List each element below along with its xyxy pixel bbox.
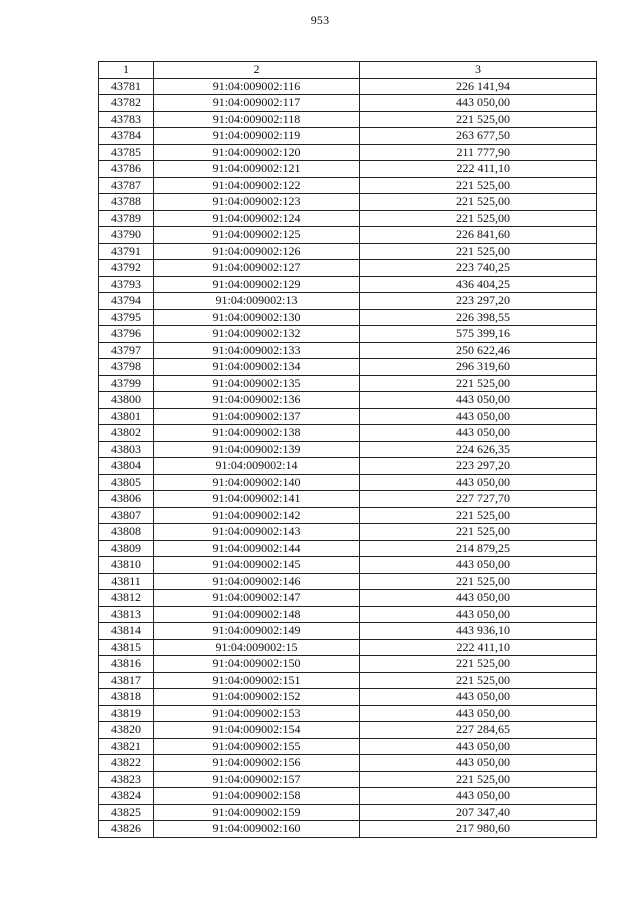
row-number-cell: 43792 <box>99 260 154 277</box>
value-cell: 443 050,00 <box>360 557 597 574</box>
value-cell: 221 525,00 <box>360 524 597 541</box>
table-row <box>99 128 597 145</box>
value-cell: 443 050,00 <box>360 95 597 112</box>
row-number-cell: 43789 <box>99 210 154 227</box>
table-row <box>99 722 597 739</box>
cadastral-number-cell: 91:04:009002:134 <box>154 359 360 376</box>
row-number-cell: 43802 <box>99 425 154 442</box>
row-number-cell: 43813 <box>99 606 154 623</box>
table-row <box>99 194 597 211</box>
cadastral-number-cell: 91:04:009002:14 <box>154 458 360 475</box>
table-row <box>99 458 597 475</box>
value-cell: 227 727,70 <box>360 491 597 508</box>
cadastral-number-cell: 91:04:009002:141 <box>154 491 360 508</box>
table-row <box>99 771 597 788</box>
value-cell: 221 525,00 <box>360 507 597 524</box>
table-row <box>99 111 597 128</box>
cadastral-number-cell: 91:04:009002:120 <box>154 144 360 161</box>
value-cell: 250 622,46 <box>360 342 597 359</box>
row-number-cell: 43796 <box>99 326 154 343</box>
cadastral-number-cell: 91:04:009002:121 <box>154 161 360 178</box>
table-row <box>99 210 597 227</box>
value-cell: 221 525,00 <box>360 672 597 689</box>
cadastral-number-cell: 91:04:009002:13 <box>154 293 360 310</box>
row-number-cell: 43801 <box>99 408 154 425</box>
row-number-cell: 43784 <box>99 128 154 145</box>
cadastral-number-cell: 91:04:009002:159 <box>154 804 360 821</box>
cadastral-number-cell: 91:04:009002:116 <box>154 78 360 95</box>
table-row <box>99 408 597 425</box>
row-number-cell: 43790 <box>99 227 154 244</box>
value-cell: 211 777,90 <box>360 144 597 161</box>
cadastral-number-cell: 91:04:009002:137 <box>154 408 360 425</box>
row-number-cell: 43786 <box>99 161 154 178</box>
table-row <box>99 144 597 161</box>
column-header-value: 3 <box>360 62 597 79</box>
value-cell: 221 525,00 <box>360 656 597 673</box>
cadastral-number-cell: 91:04:009002:160 <box>154 821 360 838</box>
table-row <box>99 540 597 557</box>
row-number-cell: 43785 <box>99 144 154 161</box>
table-row <box>99 491 597 508</box>
row-number-cell: 43807 <box>99 507 154 524</box>
row-number-cell: 43817 <box>99 672 154 689</box>
cadastral-number-cell: 91:04:009002:152 <box>154 689 360 706</box>
row-number-cell: 43782 <box>99 95 154 112</box>
cadastral-number-cell: 91:04:009002:117 <box>154 95 360 112</box>
cadastral-number-cell: 91:04:009002:147 <box>154 590 360 607</box>
table-row <box>99 573 597 590</box>
row-number-cell: 43826 <box>99 821 154 838</box>
value-cell: 443 050,00 <box>360 705 597 722</box>
value-cell: 443 050,00 <box>360 408 597 425</box>
table-row <box>99 639 597 656</box>
cadastral-number-cell: 91:04:009002:136 <box>154 392 360 409</box>
table-row <box>99 821 597 838</box>
table-row <box>99 95 597 112</box>
cadastral-number-cell: 91:04:009002:133 <box>154 342 360 359</box>
row-number-cell: 43823 <box>99 771 154 788</box>
value-cell: 443 050,00 <box>360 689 597 706</box>
cadastral-number-cell: 91:04:009002:122 <box>154 177 360 194</box>
row-number-cell: 43806 <box>99 491 154 508</box>
value-cell: 214 879,25 <box>360 540 597 557</box>
cadastral-number-cell: 91:04:009002:142 <box>154 507 360 524</box>
table-row <box>99 260 597 277</box>
row-number-cell: 43816 <box>99 656 154 673</box>
row-number-cell: 43822 <box>99 755 154 772</box>
cadastral-number-cell: 91:04:009002:124 <box>154 210 360 227</box>
table-row <box>99 590 597 607</box>
table-row <box>99 375 597 392</box>
table-row <box>99 606 597 623</box>
table-row <box>99 276 597 293</box>
cadastral-number-cell: 91:04:009002:150 <box>154 656 360 673</box>
header-row <box>99 62 597 79</box>
cadastral-number-cell: 91:04:009002:148 <box>154 606 360 623</box>
cadastral-number-cell: 91:04:009002:140 <box>154 474 360 491</box>
table-row <box>99 359 597 376</box>
value-cell: 443 050,00 <box>360 788 597 805</box>
table-row <box>99 227 597 244</box>
value-cell: 222 411,10 <box>360 161 597 178</box>
row-number-cell: 43787 <box>99 177 154 194</box>
table-row <box>99 755 597 772</box>
row-number-cell: 43810 <box>99 557 154 574</box>
cadastral-number-cell: 91:04:009002:118 <box>154 111 360 128</box>
row-number-cell: 43797 <box>99 342 154 359</box>
value-cell: 223 297,20 <box>360 458 597 475</box>
cadastral-number-cell: 91:04:009002:126 <box>154 243 360 260</box>
value-cell: 436 404,25 <box>360 276 597 293</box>
value-cell: 443 050,00 <box>360 590 597 607</box>
value-cell: 221 525,00 <box>360 194 597 211</box>
value-cell: 443 936,10 <box>360 623 597 640</box>
cadastral-number-cell: 91:04:009002:155 <box>154 738 360 755</box>
cadastral-number-cell: 91:04:009002:135 <box>154 375 360 392</box>
row-number-cell: 43815 <box>99 639 154 656</box>
cadastral-number-cell: 91:04:009002:139 <box>154 441 360 458</box>
value-cell: 575 399,16 <box>360 326 597 343</box>
page-number: 953 <box>310 13 330 27</box>
cadastral-number-cell: 91:04:009002:125 <box>154 227 360 244</box>
table-row <box>99 78 597 95</box>
row-number-cell: 43811 <box>99 573 154 590</box>
cadastral-number-cell: 91:04:009002:143 <box>154 524 360 541</box>
value-cell: 227 284,65 <box>360 722 597 739</box>
cadastral-number-cell: 91:04:009002:144 <box>154 540 360 557</box>
table-row <box>99 738 597 755</box>
table-row <box>99 689 597 706</box>
table-row <box>99 804 597 821</box>
row-number-cell: 43821 <box>99 738 154 755</box>
value-cell: 443 050,00 <box>360 738 597 755</box>
table-row <box>99 524 597 541</box>
table-row <box>99 705 597 722</box>
cadastral-number-cell: 91:04:009002:149 <box>154 623 360 640</box>
row-number-cell: 43809 <box>99 540 154 557</box>
table-row <box>99 243 597 260</box>
table-row <box>99 177 597 194</box>
row-number-cell: 43781 <box>99 78 154 95</box>
value-cell: 263 677,50 <box>360 128 597 145</box>
value-cell: 296 319,60 <box>360 359 597 376</box>
cadastral-number-cell: 91:04:009002:156 <box>154 755 360 772</box>
table-row <box>99 326 597 343</box>
row-number-cell: 43800 <box>99 392 154 409</box>
cadastral-number-cell: 91:04:009002:154 <box>154 722 360 739</box>
cadastral-number-cell: 91:04:009002:157 <box>154 771 360 788</box>
value-cell: 226 141,94 <box>360 78 597 95</box>
table-row <box>99 441 597 458</box>
row-number-cell: 43805 <box>99 474 154 491</box>
row-number-cell: 43825 <box>99 804 154 821</box>
table-row <box>99 557 597 574</box>
table-header <box>99 62 597 79</box>
value-cell: 221 525,00 <box>360 210 597 227</box>
row-number-cell: 43819 <box>99 705 154 722</box>
value-cell: 443 050,00 <box>360 425 597 442</box>
cadastral-number-cell: 91:04:009002:123 <box>154 194 360 211</box>
table-row <box>99 623 597 640</box>
value-cell: 221 525,00 <box>360 243 597 260</box>
value-cell: 224 626,35 <box>360 441 597 458</box>
row-number-cell: 43820 <box>99 722 154 739</box>
value-cell: 207 347,40 <box>360 804 597 821</box>
value-cell: 222 411,10 <box>360 639 597 656</box>
row-number-cell: 43812 <box>99 590 154 607</box>
value-cell: 221 525,00 <box>360 375 597 392</box>
table-body <box>99 78 597 837</box>
cadastral-number-cell: 91:04:009002:132 <box>154 326 360 343</box>
registry-table <box>98 61 597 838</box>
table-row <box>99 293 597 310</box>
table-row <box>99 309 597 326</box>
value-cell: 221 525,00 <box>360 111 597 128</box>
value-cell: 221 525,00 <box>360 177 597 194</box>
cadastral-number-cell: 91:04:009002:119 <box>154 128 360 145</box>
value-cell: 443 050,00 <box>360 474 597 491</box>
cadastral-number-cell: 91:04:009002:151 <box>154 672 360 689</box>
cadastral-number-cell: 91:04:009002:129 <box>154 276 360 293</box>
cadastral-number-cell: 91:04:009002:158 <box>154 788 360 805</box>
value-cell: 217 980,60 <box>360 821 597 838</box>
cadastral-number-cell: 91:04:009002:146 <box>154 573 360 590</box>
row-number-cell: 43793 <box>99 276 154 293</box>
value-cell: 223 297,20 <box>360 293 597 310</box>
table-row <box>99 507 597 524</box>
table-row <box>99 342 597 359</box>
table-row <box>99 474 597 491</box>
row-number-cell: 43783 <box>99 111 154 128</box>
value-cell: 443 050,00 <box>360 606 597 623</box>
row-number-cell: 43824 <box>99 788 154 805</box>
table-row <box>99 161 597 178</box>
column-header-cadastral: 2 <box>154 62 360 79</box>
cadastral-number-cell: 91:04:009002:138 <box>154 425 360 442</box>
value-cell: 226 841,60 <box>360 227 597 244</box>
cadastral-number-cell: 91:04:009002:145 <box>154 557 360 574</box>
value-cell: 223 740,25 <box>360 260 597 277</box>
row-number-cell: 43788 <box>99 194 154 211</box>
row-number-cell: 43799 <box>99 375 154 392</box>
cadastral-number-cell: 91:04:009002:153 <box>154 705 360 722</box>
row-number-cell: 43791 <box>99 243 154 260</box>
table-row <box>99 425 597 442</box>
value-cell: 221 525,00 <box>360 771 597 788</box>
value-cell: 221 525,00 <box>360 573 597 590</box>
row-number-cell: 43803 <box>99 441 154 458</box>
value-cell: 443 050,00 <box>360 392 597 409</box>
row-number-cell: 43818 <box>99 689 154 706</box>
row-number-cell: 43814 <box>99 623 154 640</box>
table-row <box>99 788 597 805</box>
row-number-cell: 43794 <box>99 293 154 310</box>
cadastral-number-cell: 91:04:009002:130 <box>154 309 360 326</box>
value-cell: 443 050,00 <box>360 755 597 772</box>
row-number-cell: 43795 <box>99 309 154 326</box>
row-number-cell: 43798 <box>99 359 154 376</box>
table-row <box>99 656 597 673</box>
value-cell: 226 398,55 <box>360 309 597 326</box>
column-header-number: 1 <box>99 62 154 79</box>
cadastral-number-cell: 91:04:009002:15 <box>154 639 360 656</box>
cadastral-number-cell: 91:04:009002:127 <box>154 260 360 277</box>
table-row <box>99 392 597 409</box>
row-number-cell: 43808 <box>99 524 154 541</box>
row-number-cell: 43804 <box>99 458 154 475</box>
table-row <box>99 672 597 689</box>
